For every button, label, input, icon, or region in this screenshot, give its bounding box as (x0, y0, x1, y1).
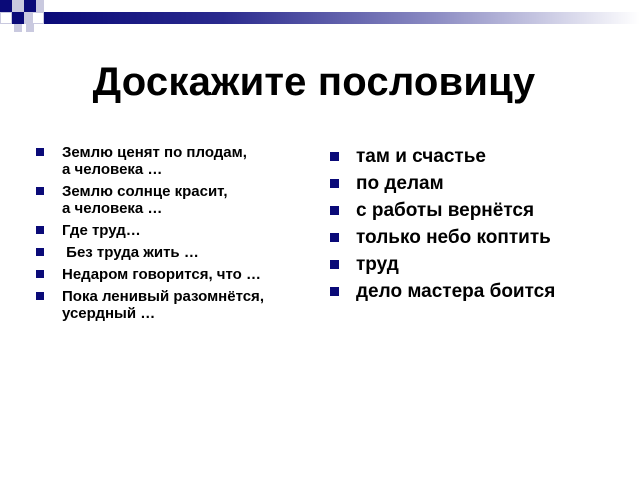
corner-square (26, 24, 34, 32)
square-bullet-icon (330, 152, 339, 161)
list-item (36, 183, 326, 217)
proverb-endings-list (330, 146, 630, 308)
list-item-line: Землю солнце красит, (62, 183, 228, 200)
list-item (36, 244, 326, 261)
list-item (36, 266, 326, 283)
list-item (330, 173, 630, 195)
list-item-line: усердный … (62, 305, 156, 322)
slide-title (0, 54, 640, 110)
corner-square (0, 12, 12, 24)
square-bullet-icon (330, 287, 339, 296)
corner-square (12, 0, 24, 12)
list-item (36, 288, 326, 322)
corner-square (0, 0, 12, 12)
list-item-line: Землю ценят по плодам, (62, 144, 247, 161)
square-bullet-icon (36, 270, 44, 278)
list-item (330, 281, 630, 303)
corner-square (14, 24, 22, 32)
corner-square (32, 12, 44, 24)
list-item-line: Без труда жить … (62, 244, 199, 261)
list-item-line: а человека … (62, 161, 163, 178)
list-item-line: Пока ленивый разомнётся, (62, 288, 264, 305)
square-bullet-icon (330, 206, 339, 215)
list-item-line: Недаром говорится, что … (62, 266, 261, 283)
header-gradient-bar (44, 12, 640, 24)
list-item-text: дело мастера боится (356, 281, 556, 302)
list-item-text: по делам (356, 173, 444, 194)
square-bullet-icon (330, 260, 339, 269)
list-item (36, 144, 326, 178)
square-bullet-icon (330, 233, 339, 242)
list-item (330, 200, 630, 222)
square-bullet-icon (36, 292, 44, 300)
square-bullet-icon (36, 148, 44, 156)
list-item-line: а человека … (62, 200, 163, 217)
square-bullet-icon (36, 226, 44, 234)
list-item-line: Где труд… (62, 222, 141, 239)
list-item-text: там и счастье (356, 146, 486, 167)
slide-title-text: Доскажите пословицу (92, 60, 536, 104)
corner-square (24, 0, 36, 12)
list-item-text: только небо коптить (356, 227, 551, 248)
square-bullet-icon (36, 187, 44, 195)
corner-square (36, 0, 44, 12)
square-bullet-icon (330, 179, 339, 188)
list-item-text: труд (356, 254, 399, 275)
list-item (330, 227, 630, 249)
square-bullet-icon (36, 248, 44, 256)
proverb-beginnings-list (36, 144, 326, 327)
list-item (330, 254, 630, 276)
corner-square (12, 12, 24, 24)
list-item-text: с работы вернётся (356, 200, 535, 221)
list-item (36, 222, 326, 239)
list-item (330, 146, 630, 168)
